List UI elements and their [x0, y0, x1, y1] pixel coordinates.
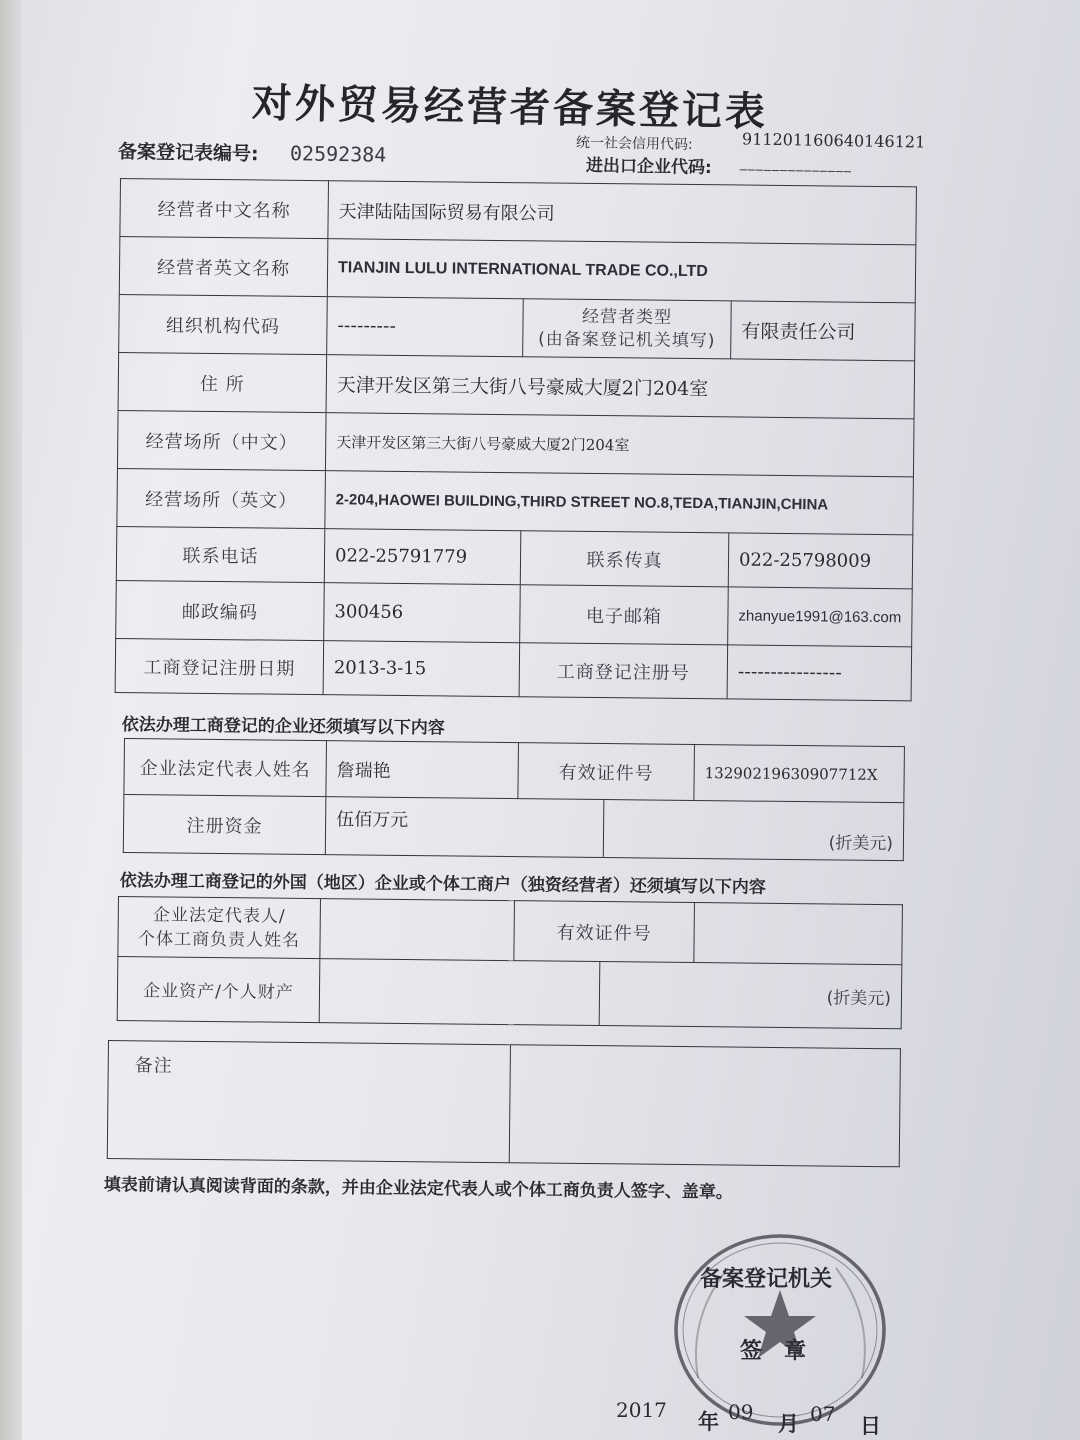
date-day-unit: 日: [860, 1414, 881, 1438]
table-row: [117, 957, 902, 1029]
official-seal-icon: [668, 1228, 898, 1428]
fax-value: 022-25798009: [728, 533, 913, 589]
cn-name-label: 经营者中文名称: [120, 179, 329, 239]
seal-title: 备案登记机关: [700, 1267, 833, 1292]
assets-value: [319, 959, 600, 1026]
assets-usd-note: (折美元): [599, 962, 902, 1029]
page-title: 对外贸易经营者备案登记表: [251, 79, 769, 136]
assets-label: 企业资产/个人财产: [117, 957, 320, 1023]
remarks-value: [509, 1045, 900, 1167]
date-year: 2017: [616, 1398, 667, 1422]
capital-usd-note: (折美元): [603, 800, 904, 861]
section2-heading: 依法办理工商登记的企业还须填写以下内容: [121, 714, 445, 739]
table-row: [117, 468, 914, 534]
site-cn-label: 经营场所（中文）: [117, 410, 326, 470]
site-en-value: 2-204,HAOWEI BUILDING,THIRD STREET NO.8,TEDA,TIANJIN,CHINA: [325, 471, 914, 535]
foreign-rep-label-line1: 企业法定代表人/: [152, 904, 286, 927]
section3-heading: 依法办理工商登记的外国（地区）企业或个体工商户（独资经营者）还须填写以下内容: [119, 870, 766, 898]
table-row: [123, 795, 904, 861]
en-name-label: 经营者英文名称: [119, 237, 328, 297]
reg-num-label: 工商登记注册号: [519, 643, 728, 699]
site-cn-value: 天津开发区第三大街八号豪威大厦2门204室: [325, 413, 914, 477]
foreign-id-label: 有效证件号: [514, 901, 695, 963]
seal-sign-text: 签章: [740, 1339, 829, 1364]
table-row: [118, 897, 903, 965]
date-month: 09: [728, 1400, 754, 1424]
table-row: [119, 237, 916, 303]
fax-label: 联系传真: [520, 531, 729, 587]
id-label: 有效证件号: [518, 743, 695, 801]
cn-name-value: 天津陆陆国际贸易有限公司: [328, 181, 917, 245]
foreign-id-value: [694, 903, 903, 965]
paper-edge: [0, 0, 22, 1440]
foreign-rep-label: [118, 897, 321, 959]
operator-type-label-line1: 经营者类型: [581, 306, 673, 328]
site-en-label: 经营场所（英文）: [117, 468, 326, 528]
table-row: [107, 1041, 900, 1167]
email-value: zhanyue1991@163.com: [728, 587, 913, 647]
table-row: [117, 410, 914, 476]
reg-date-value: 2013-3-15: [323, 641, 520, 697]
phone-value: 022-25791779: [324, 529, 521, 585]
operator-type-label-line2: (由备案登记机关填写): [538, 328, 716, 351]
address-label: 住 所: [118, 352, 327, 412]
reg-date-label: 工商登记注册日期: [115, 638, 324, 694]
en-name-value: TIANJIN LULU INTERNATIONAL TRADE CO.,LTD: [327, 239, 916, 303]
ie-code-value: ______________: [739, 155, 853, 173]
table-row: [118, 352, 915, 418]
operator-type-value: 有限责任公司: [731, 301, 916, 361]
remarks-table: [107, 1040, 901, 1167]
date-month-unit: 月: [778, 1412, 799, 1436]
rep-name-label: 企业法定代表人姓名: [124, 739, 327, 797]
ie-code-label: 进出口企业代码:: [585, 155, 712, 179]
enterprise-table: [123, 738, 905, 861]
capital-label: 注册资金: [123, 795, 326, 855]
main-info-table: [115, 178, 917, 701]
reg-num-value: ----------------: [727, 645, 912, 701]
foreign-enterprise-table: [117, 896, 903, 1029]
table-row: [120, 179, 917, 245]
footer-note: 填表前请认真阅读背面的条款，并由企业法定代表人或个体工商负责人签字、盖章。: [103, 1174, 733, 1203]
table-row: [116, 580, 913, 646]
remarks-label: 备注: [107, 1041, 510, 1163]
table-row: [119, 294, 916, 360]
date-year-unit: 年: [698, 1410, 719, 1434]
postcode-label: 邮政编码: [116, 580, 325, 640]
id-value: 13290219630907712X: [694, 744, 905, 802]
foreign-rep-label-line2: 个体工商负责人姓名: [137, 928, 301, 951]
table-row: [124, 739, 905, 803]
operator-type-label: [523, 299, 732, 359]
date-day: 07: [810, 1402, 836, 1426]
email-label: 电子邮箱: [520, 585, 729, 645]
postcode-value: 300456: [324, 583, 521, 643]
rep-name-value: 詹瑞艳: [326, 741, 519, 799]
phone-label: 联系电话: [116, 526, 325, 582]
capital-value: 伍佰万元: [325, 797, 604, 858]
table-row: [116, 526, 913, 588]
org-code-value: ---------: [327, 297, 524, 357]
credit-code-label: 统一社会信用代码:: [575, 134, 693, 154]
reg-no-label: 备案登记表编号:: [117, 140, 259, 166]
foreign-rep-value: [320, 899, 515, 961]
org-code-label: 组织机构代码: [119, 294, 328, 354]
credit-code-value: 911201160640146121: [741, 129, 926, 152]
reg-no-value: 02592384: [289, 141, 387, 167]
address-value: 天津开发区第三大街八号豪威大厦2门204室: [326, 355, 915, 419]
table-row: [115, 638, 912, 700]
